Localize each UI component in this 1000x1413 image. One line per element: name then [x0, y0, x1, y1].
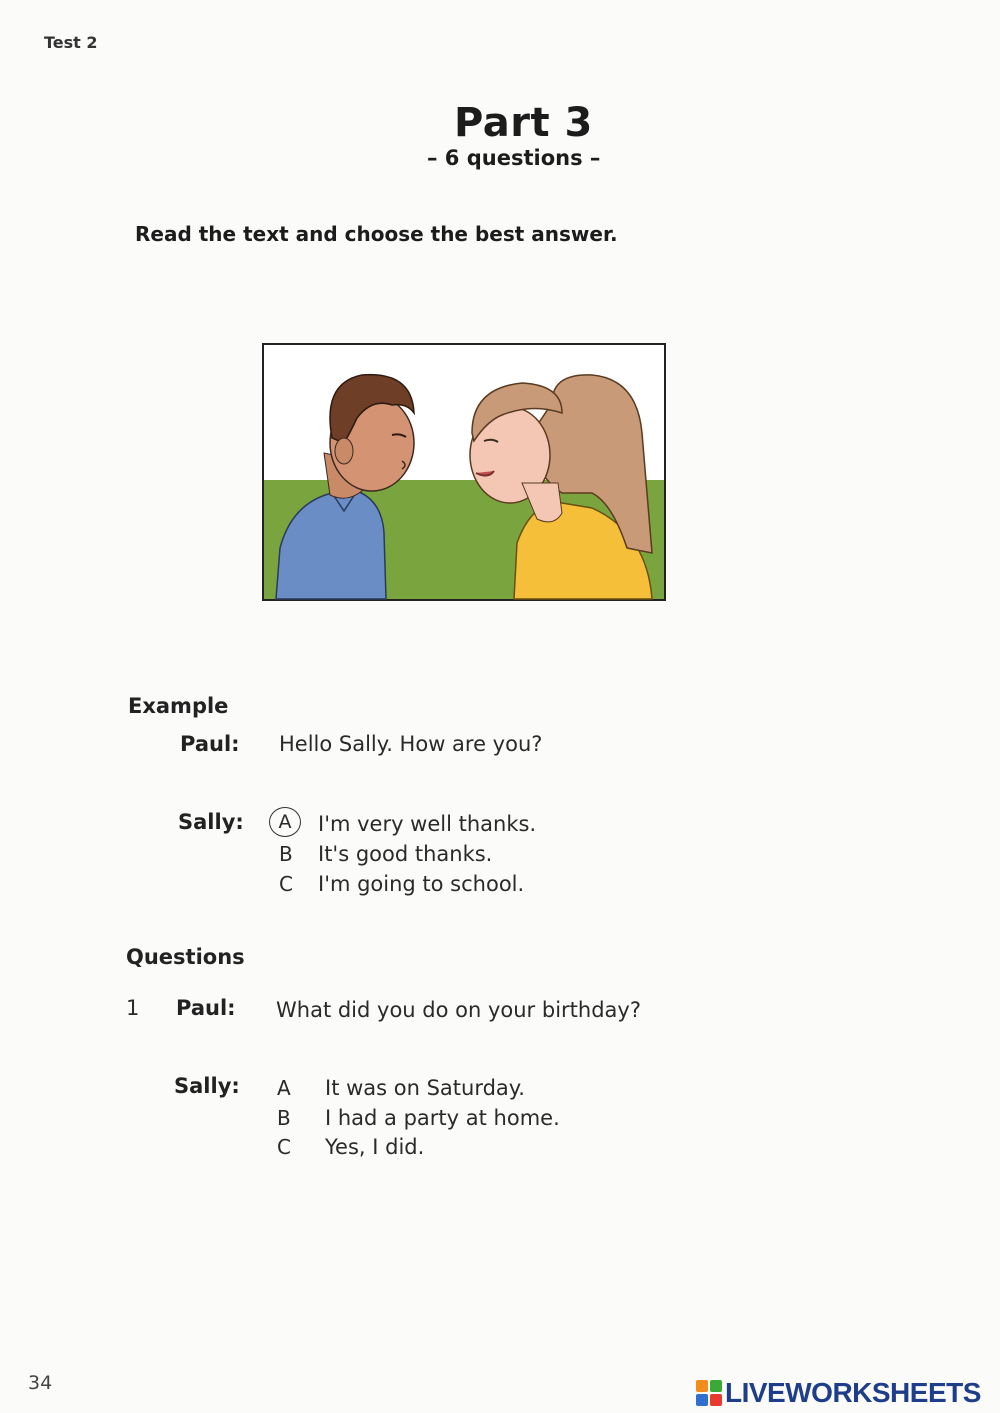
- instruction-text: Read the text and choose the best answer.: [135, 222, 618, 246]
- part-title: Part 3: [454, 100, 593, 146]
- two-people-talking-illustration: [262, 343, 666, 601]
- question-paul-line: What did you do on your birthday?: [276, 998, 641, 1022]
- example-option-c-letter: C: [279, 872, 293, 896]
- brand-name: LIVEWORKSHEETS: [725, 1377, 981, 1408]
- test-label: Test 2: [44, 33, 98, 52]
- part-subtitle: – 6 questions –: [427, 146, 601, 170]
- question-number: 1: [126, 996, 140, 1020]
- example-sally-label: Sally:: [178, 810, 244, 834]
- question-option-c-text[interactable]: Yes, I did.: [325, 1135, 425, 1159]
- question-sally-label: Sally:: [174, 1074, 240, 1098]
- example-option-b-letter: B: [279, 842, 293, 866]
- example-option-a-letter: [269, 807, 301, 837]
- question-paul-label: Paul:: [176, 996, 236, 1020]
- example-option-a-text: I'm very well thanks.: [318, 812, 537, 836]
- questions-heading: Questions: [126, 945, 245, 969]
- answer-circle-icon: A: [269, 807, 301, 837]
- example-paul-label: Paul:: [180, 732, 240, 756]
- liveworksheets-icon: [696, 1380, 722, 1406]
- question-option-a-letter[interactable]: A: [277, 1076, 291, 1100]
- example-heading: Example: [128, 694, 229, 718]
- example-option-b-text: It's good thanks.: [318, 842, 493, 866]
- example-paul-line: Hello Sally. How are you?: [279, 732, 543, 756]
- page-number: 34: [28, 1372, 53, 1394]
- liveworksheets-logo[interactable]: [696, 1375, 981, 1411]
- question-option-b-text[interactable]: I had a party at home.: [325, 1106, 560, 1130]
- example-option-c-text: I'm going to school.: [318, 872, 525, 896]
- question-option-c-letter[interactable]: C: [277, 1135, 291, 1159]
- question-option-b-letter[interactable]: B: [277, 1106, 291, 1130]
- question-option-a-text[interactable]: It was on Saturday.: [325, 1076, 525, 1100]
